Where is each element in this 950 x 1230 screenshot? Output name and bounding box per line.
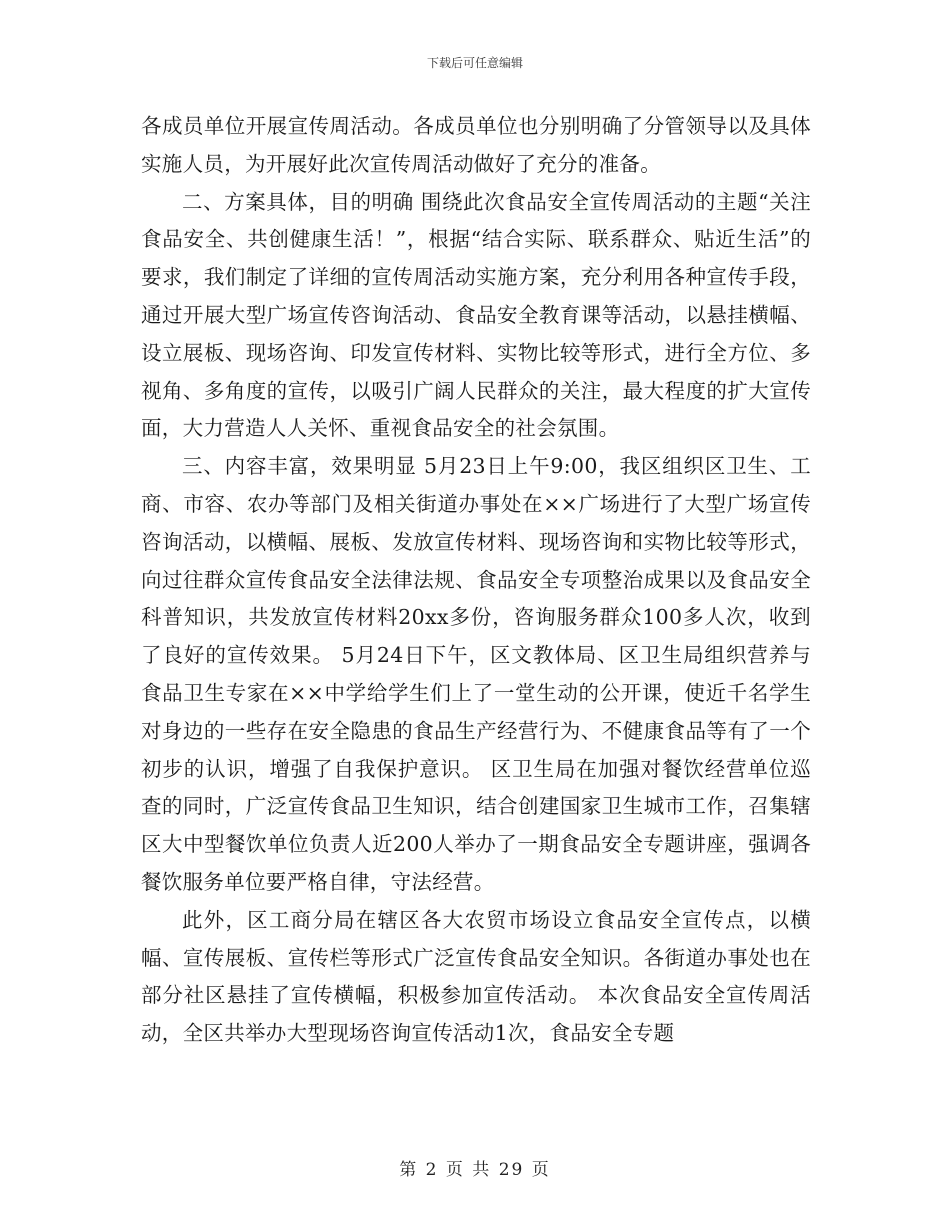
document-body <box>141 108 811 1053</box>
page-number-footer: 第 2 页 共 29 页 <box>399 1160 551 1180</box>
page-header: 下载后可任意编辑 <box>426 56 523 70</box>
paragraph-2: 二、方案具体，目的明确 围绕此次食品安全宣传周活动的主题“关注食品安全、共创健康生活！”，根据“结合实际、联系群众、贴近生活”的要求，我们制定了详细的宣传周活动实施方案，充分利用各种宣传手段，通过开展大型广场宣传咨询活动、食品安全教育课等活动，以悬挂横幅、设立展板、现场咨询、印发宣传材料、实物比较等形式，进行全方位、多视角、多角度的宣传，以吸引广阔人民群众的关注，最大程度的扩大宣传面，大力营造人人关怀、重视食品安全的社会氛围。 <box>141 189 811 441</box>
paragraph-4: 此外，区工商分局在辖区各大农贸市场设立食品安全宣传点，以横幅、宣传展板、宣传栏等形式广泛宣传食品安全知识。各街道办事处也在部分社区悬挂了宣传横幅，积极参加宣传活动。 本次食品安全宣传周活动，全区共举办大型现场咨询宣传活动1次，食品安全专题 <box>141 907 811 1046</box>
paragraph-1: 各成员单位开展宣传周活动。各成员单位也分别明确了分管领导以及具体实施人员，为开展好此次宣传周活动做好了充分的准备。 <box>141 114 811 176</box>
paragraph-3: 三、内容丰富，效果明显 5月23日上午9:00，我区组织区卫生、工商、市容、农办等部门及相关街道办事处在××广场进行了大型广场宣传咨询活动，以横幅、展板、发放宣传材料、现场咨询和实物比较等形式，向过往群众宣传食品安全法律法规、食品安全专项整治成果以及食品安全科普知识，共发放宣传材料20xx多份，咨询服务群众100多人次，收到了良好的宣传效果。 5月24日下午，区文教体局、区卫生局组织营养与食品卫生专家在××中学给学生们上了一堂生动的公开课，使近千名学生对身边的一些存在安全隐患的食品生产经营行为、不健康食品等有了一个初步的认识，增强了自我保护意识。 区卫生局在加强对餐饮经营单位巡查的同时，广泛宣传食品卫生知识，结合创建国家卫生城市工作，召集辖区大中型餐饮单位负责人近200人举办了一期食品安全专题讲座，强调各餐饮服务单位要严格自律，守法经营。 <box>141 454 811 894</box>
